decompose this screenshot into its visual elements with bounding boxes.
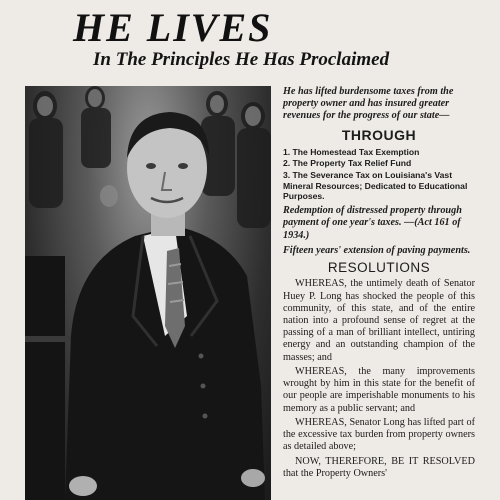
redemption-note: Redemption of distressed property through payment of one year's taxes. —(Act 161 of 1934.) <box>283 205 462 241</box>
page-subtitle: In The Principles He Has Proclaimed <box>93 49 390 70</box>
portrait-photo <box>25 86 271 500</box>
through-list <box>283 147 475 203</box>
list-item: 3. The Severance Tax on Louisiana's Vast Mineral Resources; Dedicated to Educational Purposes. <box>283 169 468 202</box>
resolution-paragraph: WHEREAS, the many improvements wrought by him in this state for the benefit of our people are imperishable monuments to his memory as a public servant; and <box>283 365 475 414</box>
list-item: 1. The Homestead Tax Exemption <box>283 146 420 157</box>
through-heading: THROUGH <box>341 126 417 143</box>
intro-paragraph: He has lifted burdensome taxes from the property owner and has insured greater revenues for the progress of our state— <box>283 86 454 122</box>
page-title: HE LIVES <box>73 5 273 50</box>
resolution-paragraph: WHEREAS, Senator Long has lifted part of the excessive tax burden from property owners as detailed above; <box>283 416 475 453</box>
list-item: 2. The Property Tax Relief Fund <box>283 158 412 169</box>
paving-note: Fifteen years' extension of paving payments. <box>283 244 471 256</box>
resolutions-heading: RESOLUTIONS <box>327 260 431 276</box>
article-column <box>283 86 475 482</box>
resolution-paragraph: NOW, THEREFORE, BE IT RESOLVED that the Property Owners' <box>283 455 475 479</box>
resolution-paragraph: WHEREAS, the untimely death of Senator Huey P. Long has shocked the people of this community, of this state, and of the entire nation into a profound sense of regret at the passing of a man of brilliant intellect, untiring energy and an outstanding champion of the masses; and <box>283 278 475 363</box>
